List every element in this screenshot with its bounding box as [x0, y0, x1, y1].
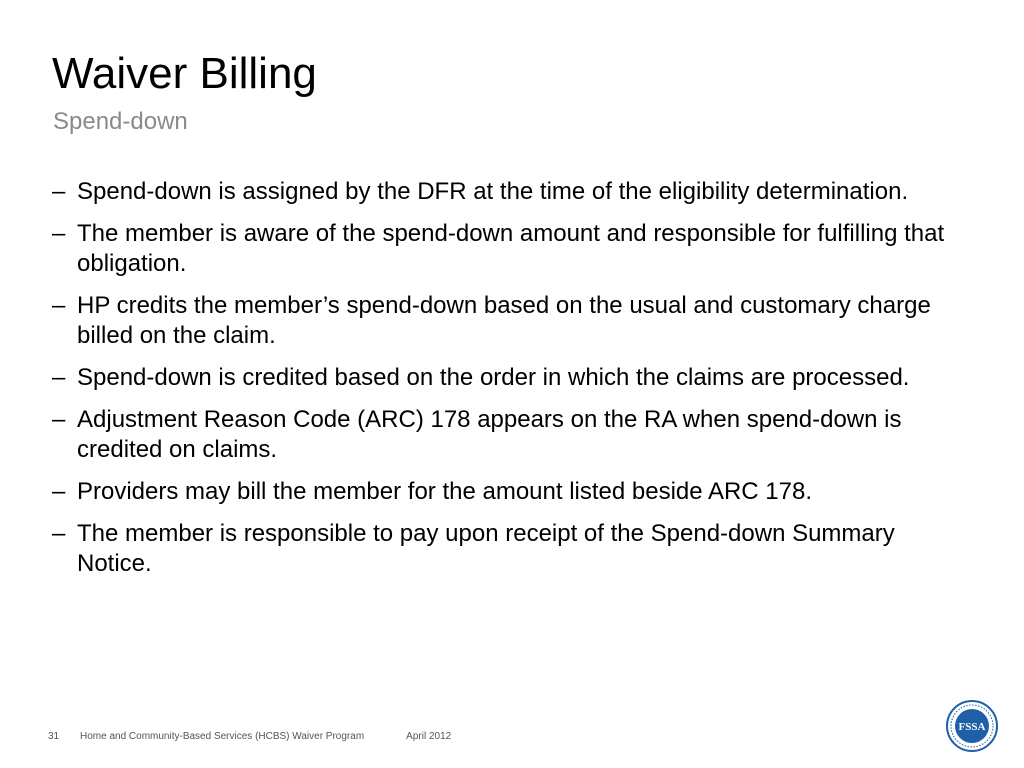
bullet-dash: –	[52, 178, 66, 205]
bullet-dash: –	[52, 364, 66, 391]
bullet-text: Adjustment Reason Code (ARC) 178 appears on the RA when spend-down is credited on claims.	[77, 406, 902, 463]
slide-title: Waiver Billing	[52, 49, 317, 98]
bullet-text: The member is aware of the spend-down amount and responsible for fulfilling that obligation.	[77, 220, 945, 277]
bullet-dash: –	[52, 478, 66, 505]
bullet-text: Spend-down is assigned by the DFR at the time of the eligibility determination.	[77, 178, 909, 205]
bullet-dash: –	[52, 520, 66, 547]
bullet-item	[52, 177, 962, 207]
svg-text:FSSA: FSSA	[958, 721, 986, 733]
bullet-list	[52, 177, 962, 591]
bullet-text: HP credits the member’s spend-down based on the usual and customary charge billed on the claim.	[77, 292, 931, 349]
bullet-item	[52, 291, 962, 351]
bullet-item	[52, 405, 962, 465]
bullet-item	[52, 219, 962, 279]
footer-program: Home and Community-Based Services (HCBS) Waiver Program	[80, 731, 365, 742]
bullet-item	[52, 363, 962, 393]
slide-footer	[48, 731, 451, 742]
bullet-dash: –	[52, 220, 66, 247]
bullet-text: Providers may bill the member for the amount listed beside ARC 178.	[77, 478, 813, 505]
bullet-dash: –	[52, 406, 66, 433]
bullet-item	[52, 519, 962, 579]
slide-subtitle: Spend-down	[53, 108, 188, 135]
bullet-text: The member is responsible to pay upon receipt of the Spend-down Summary Notice.	[77, 520, 895, 577]
bullet-text: Spend-down is credited based on the order in which the claims are processed.	[77, 364, 910, 391]
bullet-dash: –	[52, 292, 66, 319]
fssa-seal-icon	[946, 700, 998, 752]
bullet-item	[52, 477, 962, 507]
footer-date: April 2012	[406, 731, 452, 742]
page-number: 31	[48, 731, 60, 742]
